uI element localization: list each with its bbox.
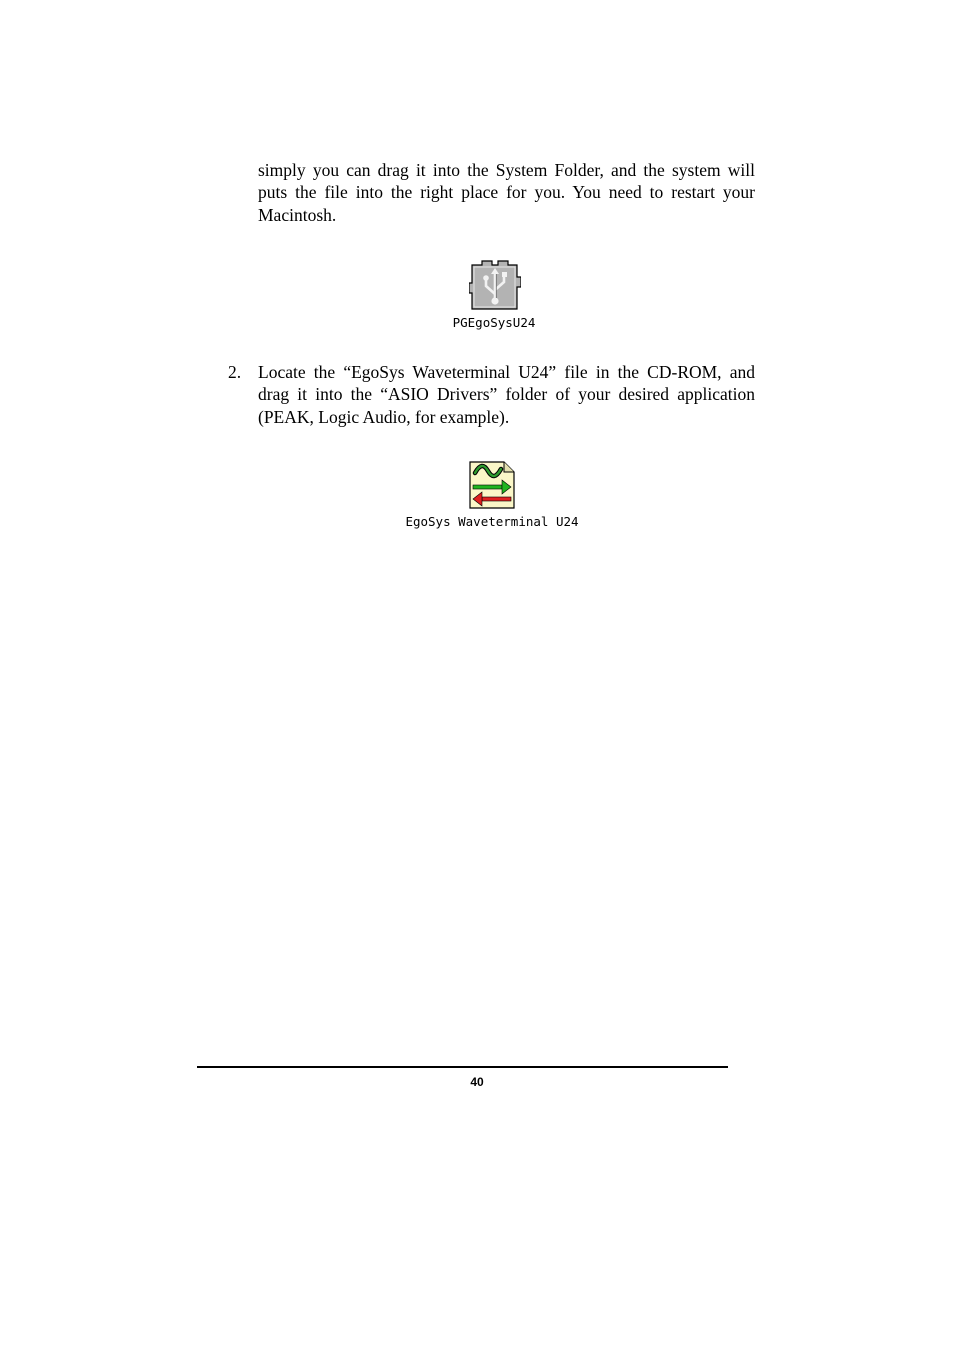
page-number: 40 [470, 1075, 484, 1089]
driver-file-label: EgoSys Waveterminal U24 [405, 514, 579, 529]
step-2-paragraph: Locate the “EgoSys Waveterminal U24” file in the CD-ROM, and drag it into the “ASIO Drivers” folder of your desired application (PEAK, Logic Audio, for example). [258, 362, 755, 427]
list-number: 2. [228, 362, 242, 382]
usb-extension-puzzle-icon[interactable] [469, 260, 521, 312]
intro-paragraph: simply you can drag it into the System Folder, and the system will puts the file into the right place for you. You need to restart your Macintosh. [258, 160, 755, 225]
asio-driver-document-icon[interactable] [469, 461, 515, 509]
footer-divider [197, 1066, 728, 1068]
extension-file-label: PGEgoSysU24 [452, 315, 536, 330]
